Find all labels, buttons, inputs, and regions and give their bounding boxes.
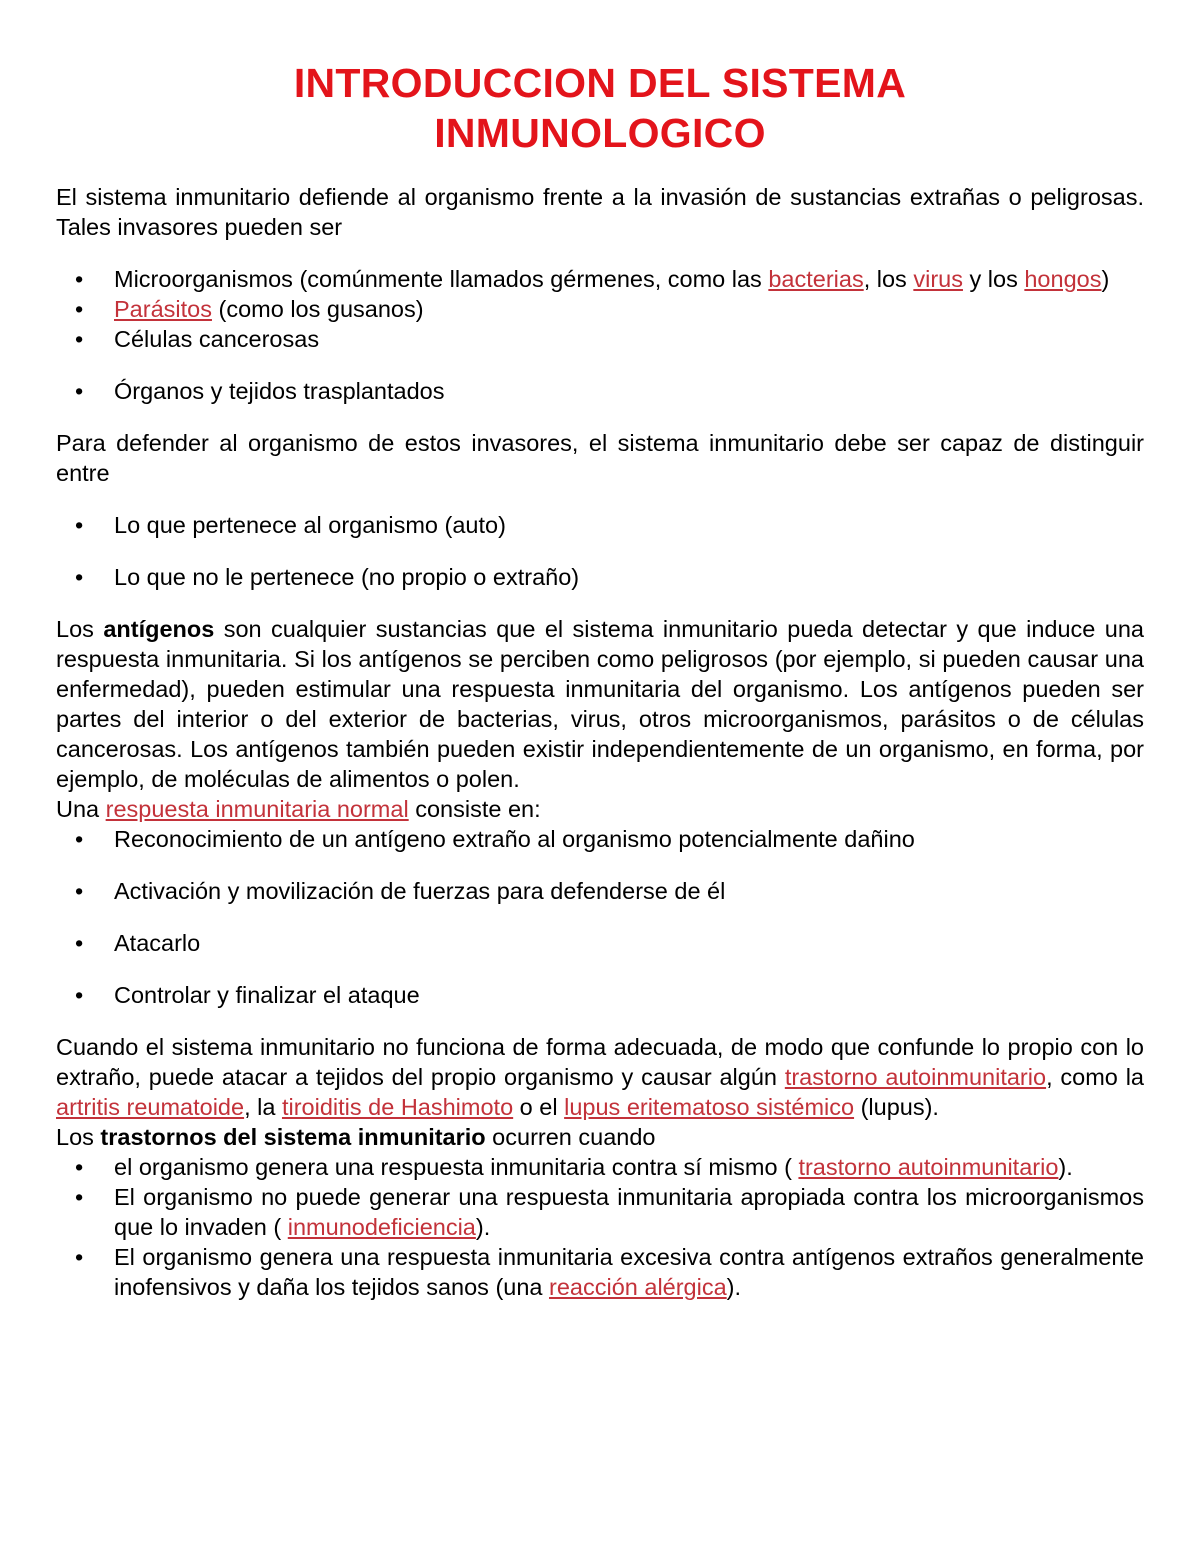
list-item-self: • Lo que pertenece al organismo (auto) [56, 510, 1144, 540]
link-lupus[interactable]: lupus eritematoso sistémico [564, 1094, 855, 1120]
link-respuesta-inmunitaria-normal[interactable]: respuesta inmunitaria normal [105, 796, 409, 822]
link-hongos[interactable]: hongos [1024, 266, 1102, 292]
title-line-1: INTRODUCCION DEL SISTEMA [293, 60, 907, 106]
invaders-list [56, 264, 1144, 406]
link-parasitos[interactable]: Parásitos [114, 296, 212, 322]
malfunction-paragraph: Cuando el sistema inmunitario no funciona de forma adecuada, de modo que confunde lo propio con lo extraño, puede atacar a tejidos del propio organismo y causar algún trastorno autoinmunitario, como la artritis reumatoide, la tiroiditis de Hashimoto o el lupus eritematoso sistémico (lupus). [56, 1034, 1144, 1120]
disorders-term: trastornos del sistema inmunitario [100, 1124, 486, 1150]
page-title [56, 58, 1144, 158]
link-virus[interactable]: virus [913, 266, 963, 292]
list-item-attack: • Atacarlo [56, 928, 1144, 958]
distinguish-paragraph: Para defender al organismo de estos invasores, el sistema inmunitario debe ser capaz de distinguir entre [56, 430, 1144, 486]
document-page [56, 58, 1144, 1302]
list-item-control: • Controlar y finalizar el ataque [56, 980, 1144, 1010]
list-item-parasites: • Parásitos (como los gusanos) [56, 294, 1144, 324]
link-reaccion-alergica[interactable]: reacción alérgica [549, 1274, 727, 1300]
title-line-2: INMUNOLOGICO [434, 110, 766, 156]
link-artritis-reumatoide[interactable]: artritis reumatoide [56, 1094, 245, 1120]
response-list [56, 824, 1144, 1010]
antigens-term: antígenos [103, 616, 215, 642]
list-item-immunodeficiency: • El organismo no puede generar una respuesta inmunitaria apropiada contra los microorganismos que lo invaden ( inmunodeficiencia). [56, 1182, 1144, 1242]
list-item-non-self: • Lo que no le pertenece (no propio o extraño) [56, 562, 1144, 592]
list-item-microorganisms: • Microorganismos (comúnmente llamados gérmenes, como las bacterias, los virus y los hongos) [56, 264, 1144, 294]
link-trastorno-autoinmunitario-2[interactable]: trastorno autoinmunitario [798, 1154, 1059, 1180]
link-trastorno-autoinmunitario[interactable]: trastorno autoinmunitario [784, 1064, 1047, 1090]
link-bacterias[interactable]: bacterias [768, 266, 864, 292]
antigens-paragraph: Los antígenos son cualquier sustancias que el sistema inmunitario pueda detectar y que induce una respuesta inmunitaria. Si los antígenos se perciben como peligrosos (por ejemplo, si pueden causar una enfermedad), pueden estimular una respuesta inmunitaria del organismo. Los antígenos pueden ser partes del interior o del exterior de bacterias, virus, otros microorganismos, parásitos o de células cancerosas. Los antígenos también pueden existir independientemente de un organismo, en forma, por ejemplo, de moléculas de alimentos o polen. [56, 616, 1145, 792]
intro-paragraph: El sistema inmunitario defiende al organismo frente a la invasión de sustancias extrañas o peligrosas. Tales invasores pueden ser [56, 184, 1144, 240]
list-item-transplants: • Órganos y tejidos trasplantados [56, 376, 1144, 406]
list-item-autoimmune: • el organismo genera una respuesta inmunitaria contra sí mismo ( trastorno autoinmunitario). [56, 1152, 1144, 1182]
list-item-activation: • Activación y movilización de fuerzas para defenderse de él [56, 876, 1144, 906]
link-inmunodeficiencia[interactable]: inmunodeficiencia [287, 1214, 476, 1240]
disorders-list [56, 1152, 1144, 1302]
list-item-recognition: • Reconocimiento de un antígeno extraño al organismo potencialmente dañino [56, 824, 1144, 854]
list-item-allergy: • El organismo genera una respuesta inmunitaria excesiva contra antígenos extraños generalmente inofensivos y daña los tejidos sanos (una reacción alérgica). [56, 1242, 1144, 1302]
link-tiroiditis-hashimoto[interactable]: tiroiditis de Hashimoto [281, 1094, 514, 1120]
list-item-cancer-cells: • Células cancerosas [56, 324, 1144, 354]
self-list [56, 510, 1144, 592]
disorders-intro: Los trastornos del sistema inmunitario ocurren cuando [56, 1124, 656, 1150]
response-intro: Una respuesta inmunitaria normal consiste en: [56, 796, 541, 822]
